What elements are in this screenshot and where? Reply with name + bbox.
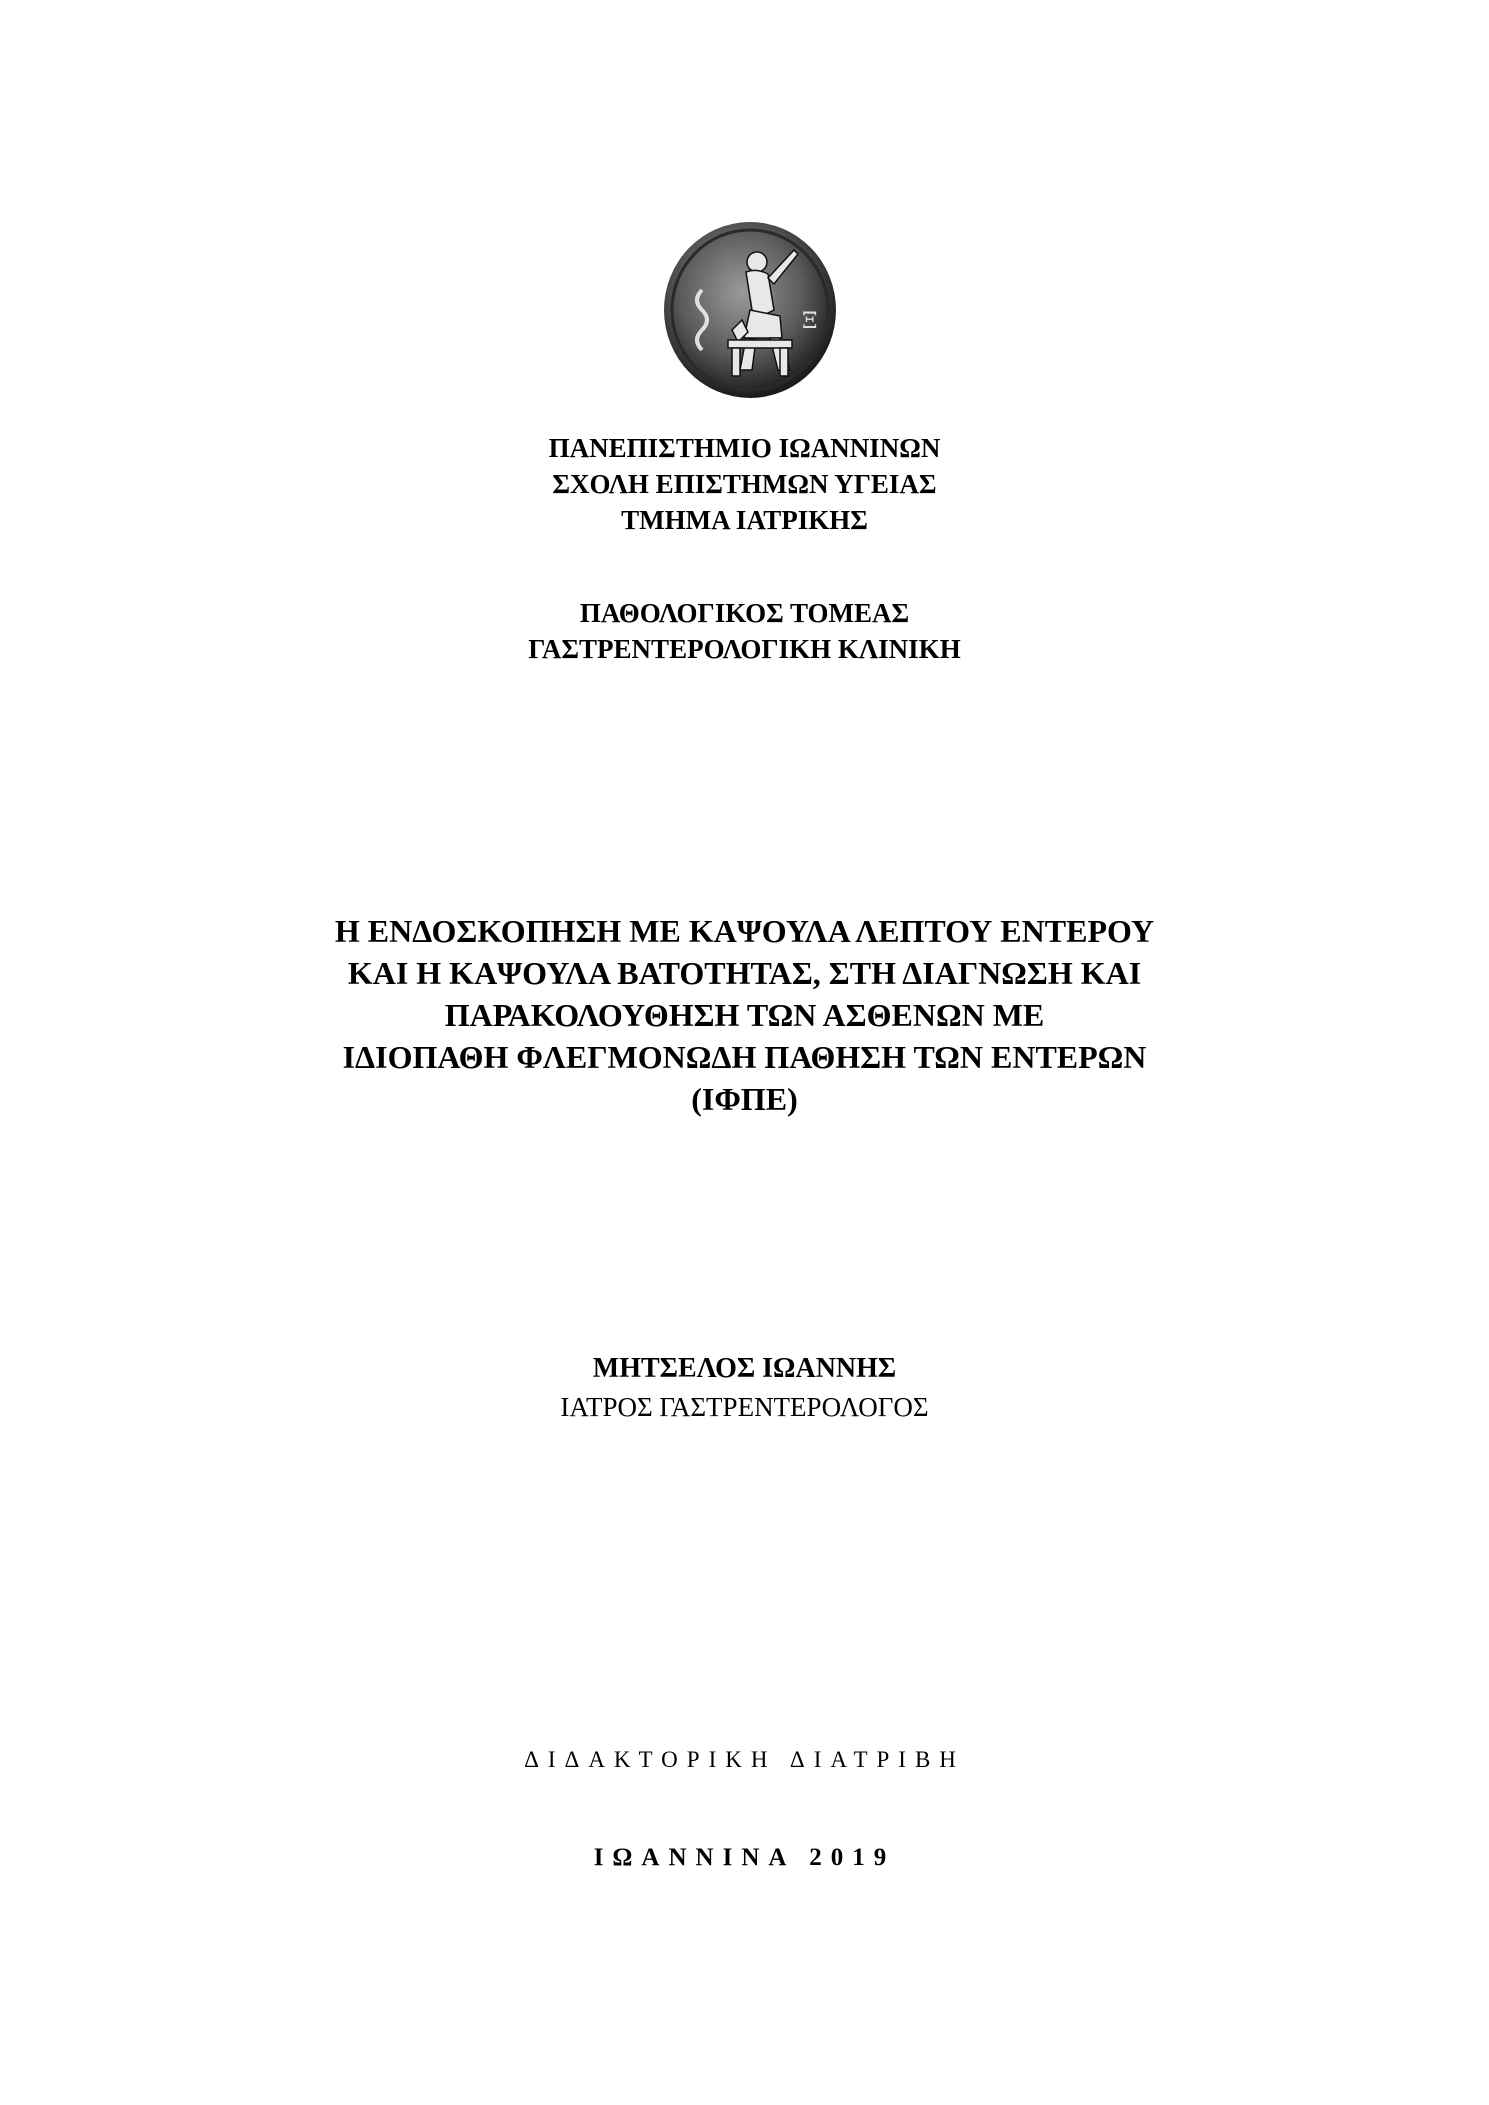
title-line-3: ΠΑΡΑΚΟΛΟΥΘΗΣΗ ΤΩΝ ΑΣΘΕΝΩΝ ΜΕ <box>444 997 1045 1033</box>
title-line-1: Η ΕΝΔΟΣΚΟΠΗΣΗ ΜΕ ΚΑΨΟΥΛΑ ΛΕΠΤΟΥ ΕΝΤΕΡΟΥ <box>334 913 1155 949</box>
title-line-4: ΙΔΙΟΠΑΘΗ ΦΛΕΓΜΟΝΩΔΗ ΠΑΘΗΣΗ ΤΩΝ ΕΝΤΕΡΩΝ <box>342 1039 1147 1075</box>
clinic-name: ΓΑΣΤΡΕΝΤΕΡΟΛΟΓΙΚΗ ΚΛΙΝΙΚΗ <box>528 634 961 664</box>
clinic-block <box>0 595 1489 667</box>
institution-block <box>0 430 1489 538</box>
author-role: ΙΑΤΡΟΣ ΓΑΣΤΡΕΝΤΕΡΟΛΟΓΟΣ <box>560 1392 929 1422</box>
seal-letter: Ξ <box>802 309 818 334</box>
title-line-5: (ΙΦΠΕ) <box>691 1081 798 1117</box>
university-coin-seal-icon <box>662 220 838 400</box>
document-type: ΔΙΔΑΚΤΟΡΙΚΗ ΔΙΑΤΡΙΒΗ <box>524 1747 965 1772</box>
thesis-title <box>0 910 1489 1120</box>
author-name: ΜΗΤΣΕΛΟΣ ΙΩΑΝΝΗΣ <box>592 1353 897 1384</box>
title-line-2: ΚΑΙ Η ΚΑΨΟΥΛΑ ΒΑΤΟΤΗΤΑΣ, ΣΤΗ ΔΙΑΓΝΩΣΗ ΚΑΙ <box>347 955 1142 991</box>
place-year: ΙΩΑΝΝΙΝΑ 2019 <box>593 1844 896 1871</box>
university-name: ΠΑΝΕΠΙΣΤΗΜΙΟ ΙΩΑΝΝΙΝΩΝ <box>548 433 941 463</box>
school-name: ΣΧΟΛΗ ΕΠΙΣΤΗΜΩΝ ΥΓΕΙΑΣ <box>552 469 937 499</box>
sector-name: ΠΑΘΟΛΟΓΙΚΟΣ ΤΟΜΕΑΣ <box>579 598 910 628</box>
department-name: ΤΜΗΜΑ ΙΑΤΡΙΚΗΣ <box>621 505 868 535</box>
